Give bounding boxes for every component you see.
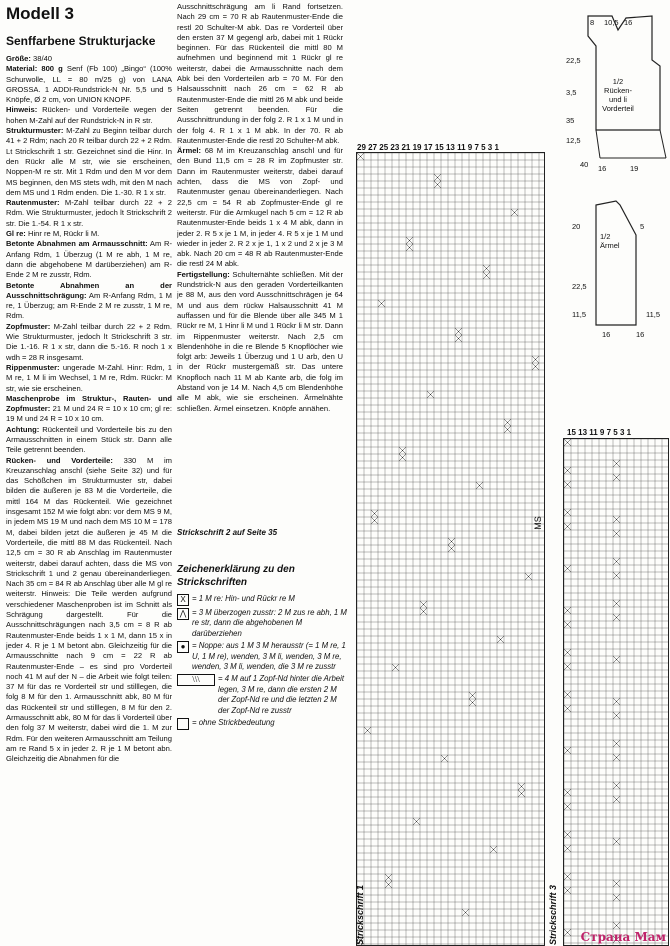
paragraph-text: Rücken- und Vorderteile wegen der hohen M-Zahl auf der Rundstrick-N in R str. [6, 105, 172, 125]
cross-stitch-mark [613, 740, 620, 747]
dimension-label: 40 [580, 160, 589, 169]
paragraph-text: Rückenteil und Vorderteile bis zu den Armausschnitten in einem Stück str. Dann alle Teile getrennt beenden. [6, 424, 172, 455]
cross-stitch-mark [613, 754, 620, 761]
legend-item [177, 641, 347, 672]
cross-stitch-mark [564, 873, 571, 880]
dimension-label: 8 [590, 18, 595, 27]
sleeve-schematic [580, 195, 660, 355]
paragraph-text: M-Zahl teilbar durch 22 + 2 Rdm. Wie Strukturmuster, jedoch lt Strickschrift 2 str. Die 1.-54. R 1 x str. [6, 198, 172, 228]
cross-stitch-mark [564, 509, 571, 516]
paragraph-heading: Betonte Abnahmen am Armausschnitt: [6, 239, 148, 249]
dimension-label: 35 [566, 116, 575, 125]
page-title: Modell 3 [6, 4, 75, 23]
dimension-label: 12,5 [566, 136, 581, 145]
cross-stitch-mark [504, 419, 511, 426]
cross-stitch-mark [564, 439, 571, 446]
cross-stitch-mark [613, 530, 620, 537]
dimension-label: 16 [598, 164, 607, 173]
body-schematic-label: 1/2 Rücken- und li Vorderteil [602, 77, 634, 113]
cross-stitch-mark [483, 272, 490, 279]
paragraph-heading: Zopfmuster: [6, 321, 51, 331]
paragraph [6, 126, 172, 198]
cross-stitch-mark [462, 909, 469, 916]
cross-stitch-mark [371, 517, 378, 524]
cross-stitch-mark [525, 573, 532, 580]
legend-title: Zeichenerklärung zu den Strickschriften [177, 564, 295, 588]
cross-stitch-mark [564, 607, 571, 614]
cross-stitch-mark [371, 510, 378, 517]
cross-stitch-mark [613, 600, 620, 607]
cross-stitch-mark [406, 244, 413, 251]
cross-stitch-mark [564, 747, 571, 754]
dimension-label: 16 [636, 330, 645, 339]
paragraph-text: M-Zahl zu Beginn teilbar durch 41 + 2 Rdm; nach 20 R teilbar durch 22 + 2 Rdm. Lt Strickschrift 1 str. Gezeichnet sind die Hinr. In den Rückr alle M str, wie sie erscheinen, Noppen-M re str. Mit 1 Rdm und den M vor dem MS beginnen, den MS stets wdh, mit den M nach dem MS und 1 Rdm enden. Die 1.-30. R 1 x str. [6, 126, 172, 197]
cross-stitch-mark [476, 482, 483, 489]
legend-text: = 4 M auf 1 Zopf-Nd hinter die Arbeit legen, 3 M re, dann die ersten 2 M der Zopf-Nd re und die letzten 2 M der Zopf-Nd re zusstr [218, 674, 345, 715]
dimension-label: 16 [602, 330, 611, 339]
paragraph [177, 146, 343, 270]
paragraph-heading: Hinweis: [6, 105, 38, 115]
page-subtitle: Senffarbene Strukturjacke [6, 34, 156, 48]
paragraph-heading: Fertigstellung: [177, 269, 230, 279]
paragraph-text: Senf (Fb 100) „Bingo“ (100% Schurwolle, LL = 80 m/25 g) von LANA GROSSA. 1 ADDI-Rundstrick-N Nr. 5,5 und 5 Knöpfe, Ø 2 cm, von UNION KNOPF. [6, 64, 172, 105]
chart3-label: Strickschrift 3 [548, 884, 558, 945]
cross-stitch-mark [378, 300, 385, 307]
cross-stitch-mark [357, 153, 364, 160]
paragraph [177, 270, 343, 414]
cross-stitch-mark [434, 181, 441, 188]
cross-stitch-mark [455, 328, 462, 335]
paragraph-heading: Ärmel: [177, 146, 202, 156]
cross-stitch-mark [420, 608, 427, 615]
cross-stitch-mark [420, 601, 427, 608]
paragraph [6, 239, 172, 280]
paragraph [6, 322, 172, 363]
cross-stitch-mark [564, 523, 571, 530]
cross-stitch-mark [564, 481, 571, 488]
dimension-label: 22,5 [572, 282, 587, 291]
dimension-label: 20 [572, 222, 581, 231]
paragraph [6, 229, 172, 239]
cross-stitch-mark [564, 929, 571, 936]
cross-stitch-mark [613, 796, 620, 803]
cross-stitch-mark [455, 335, 462, 342]
cross-stitch-mark [392, 664, 399, 671]
legend-text: = 1 M re: Hin- und Rückr re M [192, 594, 295, 603]
cross-stitch-mark [613, 880, 620, 887]
cross-stitch-mark [564, 565, 571, 572]
cross-stitch-mark [469, 692, 476, 699]
cross-stitch-mark [385, 881, 392, 888]
paragraph-heading: Maschenprobe im Struktur-, Rauten- und Zopfmuster: [6, 393, 172, 414]
cross-stitch-mark [385, 874, 392, 881]
cross-stitch-mark [441, 755, 448, 762]
dimension-label: 3,5 [566, 88, 577, 97]
cross-stitch-mark [564, 663, 571, 670]
paragraph-heading: Rippenmuster: [6, 362, 60, 372]
cross-stitch-mark [613, 838, 620, 845]
legend-symbol-icon [177, 718, 189, 730]
legend-text: = 3 M überzogen zusstr: 2 M zus re abh, 1 M re str, dann die abgehobenen M darüberziehen [192, 608, 347, 638]
paragraph-text: M-Zahl teilbar durch 22 + 2 Rdm. Wie Strukturmuster, jedoch lt Strickschrift 3 str. Die 1.-16. R 1 x str, dann die 5.-16. R noch 1 x wdh = 28 R insgesamt. [6, 321, 172, 362]
cross-stitch-mark [532, 356, 539, 363]
cross-stitch-mark [564, 789, 571, 796]
paragraph [6, 394, 172, 425]
paragraph-heading: Größe: [6, 54, 31, 63]
cross-stitch-mark [564, 803, 571, 810]
cross-stitch-mark [613, 698, 620, 705]
paragraph-heading: Strukturmuster: [6, 126, 64, 136]
cross-stitch-mark [564, 621, 571, 628]
cross-stitch-mark [613, 460, 620, 467]
paragraph-heading: Material: 800 g [6, 64, 63, 74]
paragraph-text: Schulternähte schließen. Mit der Rundstrick-N aus den geraden Vorderteilkanten je 88 M, aus den vord Ausschnittschrägen je 64 M und aus dem rückw Halsausschnitt 41 M auffassen und für die Blende über alle 345 M 1 Rückr re M, 1 Hinr li M und 1 Rückr li M str. Dann im Rippenmuster weiterstr. Nach 2,5 cm Blendenhöhe in die re Blende 5 Knopflöcher wie folgt arb: Jeweils 1 Überzug und 1 U arb, den U in der Rückr mustergemäß str. Das untere Knopfloch nach 11 M ab Kante arb, die folg im Abstand von je 14 M. Nach 4,5 cm Blendenhöhe alle M abk, wie sie erscheinen. Ärmelnähte schließen. Ärmel einsetzen. Knöpfe annähen. [177, 269, 343, 413]
dimension-label: 11,5 [646, 310, 661, 319]
cross-stitch-mark [564, 691, 571, 698]
paragraph [177, 2, 343, 146]
paragraph-text: Ausschnittschrägung am li Rand fortsetzen. Nach 29 cm = 70 R ab Rautenmuster-Ende die restl 20 Schulter-M abk. Das re Vorderteil über den ersten 37 M gegengl arb, dabei mit 1 Rückr beginnen. Für das Rückenteil die mittl 80 M aufnehmen und beginnend mit 1 Rückr gl re weiterstr, dabei die Armausschnitte nach dem Abk bei den Vorderteilen arb = 70 M. Für den Halsausschnitt nach 26 cm = 62 R ab Rautenmuster-Ende die mittl 26 M abk und beide Seiten getrennt beenden. Für die Ausschnittrundung in der folg 2. R 1 x 1 M und in der folg 4. R 1 x 1 M abk. In der 70. R ab Rautenmuster-Ende die restl 20 Schulter-M abk. [177, 2, 343, 145]
paragraph-text: 21 M und 24 R = 10 x 10 cm; gl re: 19 M und 24 R = 10 x 10 cm. [6, 404, 172, 424]
cross-stitch-mark [448, 538, 455, 545]
cross-stitch-mark [613, 516, 620, 523]
cross-stitch-mark [564, 467, 571, 474]
cross-stitch-mark [564, 887, 571, 894]
cross-stitch-mark [511, 209, 518, 216]
cross-stitch-mark [399, 454, 406, 461]
dimension-label: 11,5 [572, 310, 587, 319]
dimension-label: 16 [624, 18, 633, 27]
chart1-grid [356, 152, 545, 946]
cross-stitch-mark [399, 447, 406, 454]
paragraph-text: Am R-Anfang Rdm, 1 M re, 1 Überzug; am R-Ende 2 M re zusstr, 1 M re, Rdm. [6, 290, 172, 321]
cross-stitch-mark [427, 391, 434, 398]
cross-stitch-mark [613, 656, 620, 663]
chart3-column-numbers: 15 13 11 9 7 5 3 1 [567, 428, 632, 437]
sleeve-schematic-label: 1/2 Ärmel [600, 232, 620, 250]
cross-stitch-mark [518, 790, 525, 797]
paragraph-text: Hinr re M, Rückr li M. [25, 229, 100, 239]
paragraph-text: ungerade M-Zahl. Hinr: Rdm, 1 M re, 1 M li im Wechsel, 1 M re, Rdm. Rückr: M str, wie sie erscheinen. [6, 362, 172, 393]
cross-stitch-mark [564, 705, 571, 712]
paragraph-heading: Achtung: [6, 424, 40, 434]
paragraph [6, 425, 172, 456]
cross-stitch-mark [613, 782, 620, 789]
legend-symbol-icon: ⋀ [177, 608, 189, 620]
legend-symbol-icon: ⧵⧵⧵ [177, 674, 215, 686]
legend-item [177, 594, 347, 606]
paragraph-text: 330 M im Kreuzanschlag anschl (siehe Seite 32) und für das Schößchen im Strukturmuster str, dabei bilden die äußeren je 83 M die Vorderteile, die mittl 164 M das Rückenteil. Wie gezeichnet insgesamt 152 M wie folgt abn: vor dem MS 9 M, in jedem MS 19 M und nach dem MS 10 M = 178 M, dabei bilden jetzt die äußeren je 45 M die Vorderteile, die mittl 88 M das Rückenteil. Nach 12,5 cm = 30 R ab Anschlag im Rautenmuster weiterstr, dabei darauf achten, dass die MS von Strickschrift 1 und 2 genau übereinanderliegen. Nach 35 cm = 84 R ab Anschlag über alle M gl re weiterstr. Hinweis: Die Teile werden aufgrund verschiedener Maschenproben ist im Schnitt als Schrägung dargestellt. Für die Ausschnittschrägungen nach 3,5 cm = 8 R ab Rautenmuster-Ende beids 1 x 1 M, dann 15 x in jeder 4. R je 1 M betont abn. Gleichzeitig für die Armausschnitte nach 9 cm = 22 R ab Rautenmuster-Ende – es sind pro Vorderteil noch 41 M auf der N – die Arbeit wie folgt teilen: 37 M für das re Vorderteil str und stilllegen, die folg 8 M für den 1. Armausschnitt abk, 80 M für das Rückenteil str und stilllegen, 8 M für den 2. Armausschnitt abk, 80 M für das li Vorderteil über den folg 37 M weiterstr, dabei wird die 1. M zur Rdm. Für den weiteren Armausschnitt am Teilung am re Rand 5 x in jeder 2. R je 1 M betont abn. Gleichzeitig die Abnahmen für die [6, 455, 172, 764]
legend-item [177, 608, 347, 639]
chart1-repeat-label: MS [532, 516, 543, 530]
dimension-label: 5 [640, 222, 645, 231]
paragraph [6, 281, 172, 322]
legend-symbol-icon: X [177, 594, 189, 606]
instructions-column-1 [6, 54, 172, 942]
legend [177, 594, 347, 732]
dimension-label: 19 [630, 164, 639, 173]
cross-stitch-mark [613, 712, 620, 719]
cross-stitch-mark [483, 265, 490, 272]
paragraph [6, 198, 172, 229]
cross-stitch-mark [613, 614, 620, 621]
cross-stitch-mark [448, 545, 455, 552]
cross-stitch-mark [564, 831, 571, 838]
chart-reference: Strickschrift 2 auf Seite 35 [177, 528, 278, 537]
legend-symbol-icon: ● [177, 641, 189, 653]
cross-stitch-mark [613, 558, 620, 565]
cross-stitch-mark [613, 474, 620, 481]
legend-text: = ohne Strickbedeutung [192, 718, 275, 728]
chart1-column-numbers: 29 27 25 23 21 19 17 15 13 11 9 7 5 3 1 [357, 143, 499, 152]
cross-stitch-mark [434, 174, 441, 181]
cross-stitch-mark [413, 818, 420, 825]
instructions-column-2 [177, 2, 343, 520]
paragraph-heading: Gl re: [6, 229, 26, 239]
cross-stitch-mark [497, 636, 504, 643]
cross-stitch-mark [364, 727, 371, 734]
legend-item [177, 718, 347, 730]
cross-stitch-mark [406, 237, 413, 244]
paragraph-text: Am R-Anfang Rdm, 1 Überzug (1 M re abh, 1 M re, dann die abgehobene M darüberziehen) am R-Ende 2 M re zusstr, Rdm. [6, 239, 172, 280]
cross-stitch-mark [532, 363, 539, 370]
cross-stitch-mark [564, 845, 571, 852]
dimension-label: 22,5 [566, 56, 581, 65]
cross-stitch-mark [613, 922, 620, 929]
paragraph-heading: Betonte Abnahmen an der Ausschnittschrägung: [6, 280, 172, 300]
legend-text: = Noppe: aus 1 M 3 M herausstr (= 1 M re, 1 U, 1 M re), wenden, 3 M li, wenden, 3 M re, wenden, 3 M li, wenden, die 3 M re zusstr [192, 641, 346, 672]
paragraph [6, 363, 172, 394]
paragraph [6, 456, 172, 765]
paragraph [6, 105, 172, 126]
legend-item [177, 674, 347, 716]
chart1-label: Strickschrift 1 [355, 884, 365, 945]
paragraph [6, 64, 172, 105]
paragraph-heading: Rücken- und Vorderteile: [6, 455, 113, 465]
dimension-label: 10,5 [604, 18, 619, 27]
cross-stitch-mark [518, 783, 525, 790]
watermark: Страна Мам [580, 930, 666, 944]
cross-stitch-mark [504, 426, 511, 433]
paragraph-text: 68 M im Kreuzanschlag anschl und für den Bund 11,5 cm = 28 R im Zopfmuster str. Dann im Rautenmuster weiterstr, dabei darauf achten, dass die MS von Zopf- und Rautenmuster genau übereinanderliegen. Nach 22,5 cm = 54 R ab Zopfmuster-Ende gl re weiterstr. Für die Armkugel nach 5 cm = 12 R ab Rautenmuster-Ende beids 1 x 4 M abk, dann in jeder 2. R 5 x je 1 M, in jeder 4. R 5 x je 1 M und wieder in jeder 2. R 2 x je 1, 1 x 2 und 2 x je 3 M abk. Nach 20 cm = 48 R ab Rautenmuster-Ende die restl 24 M abk. [177, 146, 343, 269]
paragraph-text: 38/40 [30, 54, 53, 63]
cross-stitch-mark [490, 846, 497, 853]
cross-stitch-mark [564, 649, 571, 656]
cross-stitch-mark [469, 699, 476, 706]
paragraph [6, 54, 172, 64]
cross-stitch-mark [613, 894, 620, 901]
chart3-grid [563, 438, 669, 946]
paragraph-heading: Rautenmuster: [6, 198, 60, 208]
cross-stitch-mark [613, 572, 620, 579]
